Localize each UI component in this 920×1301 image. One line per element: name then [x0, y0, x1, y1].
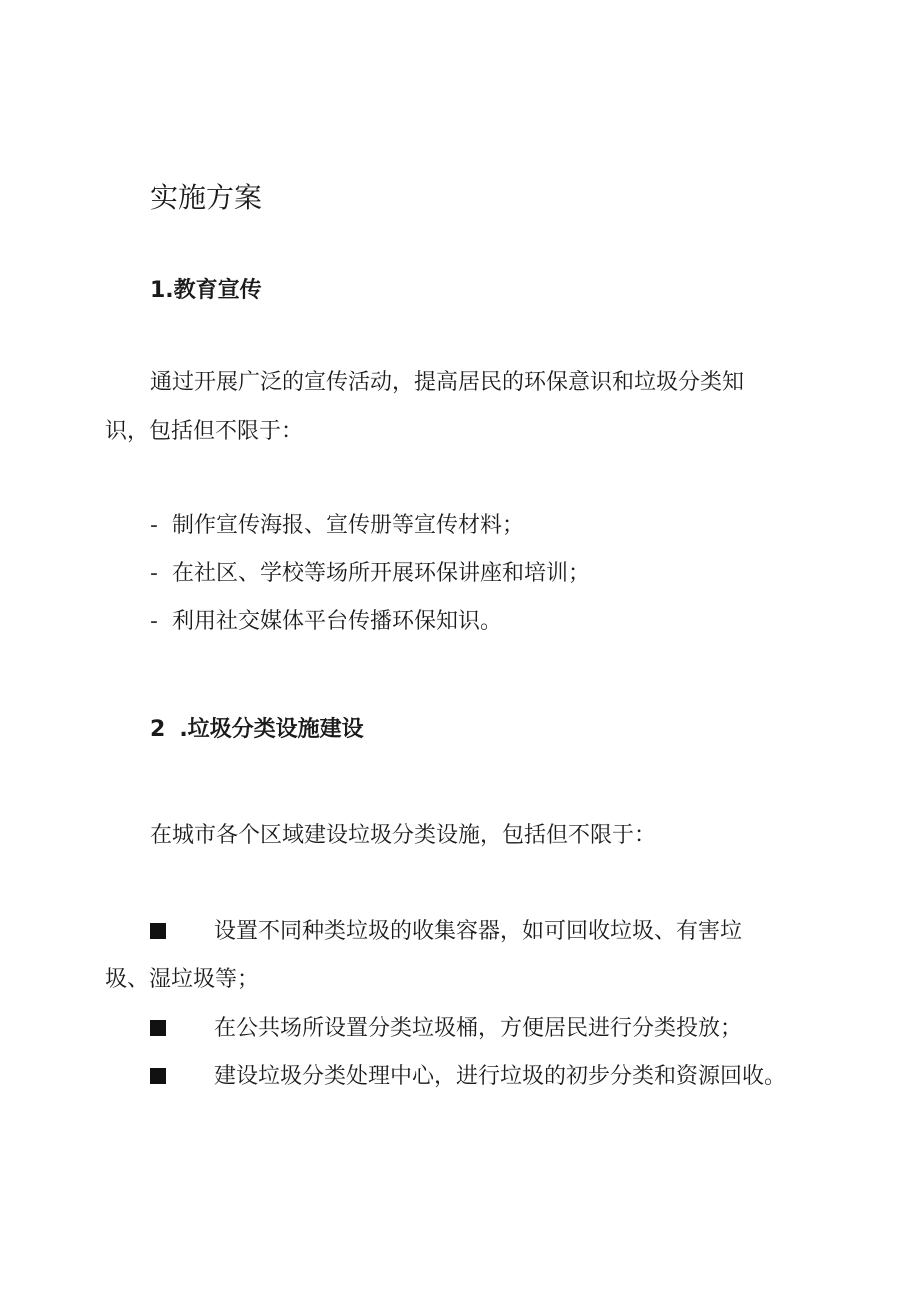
section-2-title: .垃圾分类设施建设 — [179, 717, 364, 742]
section-1-title: 教育宣传 — [173, 278, 262, 303]
square-bullet-icon — [150, 1068, 166, 1084]
document-title: 实施方案 — [150, 181, 263, 214]
section-1-intro-line2: 识，包括但不限于： — [105, 419, 304, 444]
list-item-text: 在社区、学校等场所开展环保讲座和培训； — [172, 561, 591, 586]
list-item — [150, 558, 590, 590]
list-item — [150, 1013, 742, 1045]
list-item-text: 利用社交媒体平台传播环保知识。 — [172, 609, 503, 634]
list-item-continuation: 圾、湿垃圾等； — [105, 967, 260, 992]
list-item-text: 制作宣传海报、宣传册等宣传材料； — [172, 513, 525, 538]
square-bullet-icon — [150, 1020, 166, 1036]
section-1-heading — [150, 275, 262, 307]
list-item — [150, 1061, 786, 1093]
section-1-intro-line1: 通过开展广泛的宣传活动，提高居民的环保意识和垃圾分类知 — [150, 370, 745, 395]
list-item-text: 在公共场所设置分类垃圾桶，方便居民进行分类投放； — [214, 1016, 743, 1041]
dash-bullet: - — [150, 513, 158, 538]
section-2-number: 2 — [150, 717, 166, 742]
list-item — [150, 916, 742, 948]
list-item — [150, 606, 502, 638]
list-item-text: 设置不同种类垃圾的收集容器，如可回收垃圾、有害垃 — [214, 919, 743, 944]
section-2-heading — [150, 714, 364, 746]
square-bullet-icon — [150, 923, 166, 939]
dash-bullet: - — [150, 561, 158, 586]
section-2-intro: 在城市各个区域建设垃圾分类设施，包括但不限于： — [150, 823, 657, 848]
list-item-text: 建设垃圾分类处理中心，进行垃圾的初步分类和资源回收。 — [214, 1064, 787, 1089]
list-item — [150, 510, 524, 542]
section-1-number: 1. — [150, 278, 174, 303]
dash-bullet: - — [150, 609, 158, 634]
